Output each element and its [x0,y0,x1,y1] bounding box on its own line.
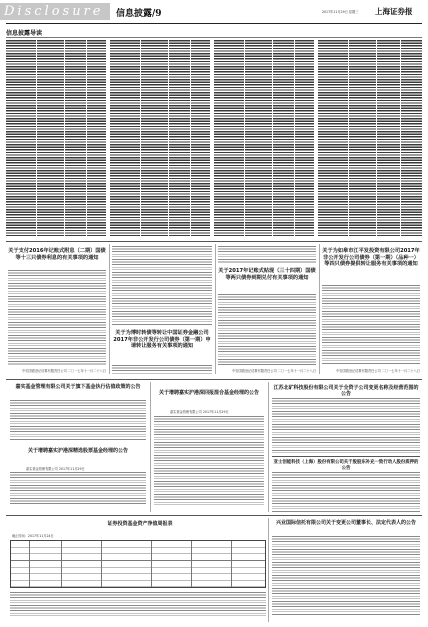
article-a2-body [112,365,212,375]
column-divider [150,382,151,512]
notice-b4-body [10,472,146,504]
notice-b2-subline: 嘉实基金管理有限公司 2017年11月29日 [170,410,229,414]
fund-nav-notes [10,592,266,616]
band-divider [6,515,422,516]
fund-nav-report-date: 截止时间：2017年11月24日 [12,534,54,538]
column-divider [215,244,216,374]
listing-table-block-1 [6,40,106,236]
article-a4-body [322,285,420,365]
column-divider [319,244,320,374]
column-divider [268,518,269,622]
issue-date: 2017年11月29日 星期三 [322,10,359,14]
notice-b4-title: 关于增聘嘉实沪港深精选股票基金经理的公告 [27,448,128,454]
article-a3-lead-body [218,246,316,264]
column-divider [268,382,269,512]
fund-nav-report-title: 证券投资基金资产净值周报表 [107,521,173,527]
article-a2-title: 关于为博时转债等转让中国证券金融公司2017年非公开发行公司债券（第一期）申请转让服务有关事项的通知 [113,330,211,350]
section-divider [6,37,422,38]
masthead [0,0,428,22]
listing-table-block-3 [214,40,314,236]
article-a1-signoff: 中央国债登记结算有限责任公司 二〇一七年十一月二十八日 [22,369,106,373]
band-divider [6,379,422,380]
column-divider [109,244,110,374]
newspaper-brand: 上海证券报 [375,7,413,16]
notice-b4-subline: 嘉实基金管理有限公司 2017年11月29日 [26,467,85,471]
listing-table-block-2 [110,40,210,236]
notice-b1-title: 嘉实基金管理有限公司关于旗下基金执行估值政策的公告 [15,384,141,390]
article-a3-signoff: 中央国债登记结算有限责任公司 二〇一七年十一月二十八日 [232,369,316,373]
band-divider [6,241,422,242]
fund-nav-table [10,540,266,588]
article-a1-title: 关于支付2016年记账式附息（二期）国债等十三只债券利息的有关事项的通知 [8,248,106,261]
article-a1-body [8,270,106,366]
article-a4-signoff: 中央国债登记结算有限责任公司 二〇一七年十一月二十八日 [336,369,420,373]
article-a4-title: 关于为如皋市江平发投资有限公司2017年非公开发行公司债券（第一期）（品种一）等四只债券提供转让服务有关事项的通知 [322,248,420,268]
notice-b5-body [272,472,420,512]
block-divider [272,456,420,457]
listing-table-block-4 [318,40,422,236]
masthead-english-title: Disclosure [4,4,104,19]
notice-b1-body [10,400,146,440]
notice-b3-title: 江苏北矿科技股份有限公司关于全资子公司变更名称及经营范围的公告 [273,385,419,397]
article-a2-lead-body [112,246,212,326]
page-section-label: 信息披露/9 [116,9,162,19]
notice-b5-title: 亚士创能科技（上海）股份有限公司关于股股东补充一致行动人股份质押的公告 [273,460,419,471]
notice-c2-body [272,536,420,616]
article-a3-title: 关于2017年记账式贴现（三十四期）国债等两只债券到期兑付有关事项的通知 [218,268,316,281]
section-title: 信息披露导读 [6,30,43,37]
notice-c2-title: 兴业国际信托有限公司关于变更公司董事长、法定代表人的公告 [275,520,416,526]
notice-b2-body [154,416,264,506]
article-a3-body [218,294,316,366]
masthead-divider [6,23,422,24]
notice-b2-title: 关于增聘嘉实沪港深回报混合基金经理的公告 [158,390,259,396]
notice-b3-body [272,398,420,453]
